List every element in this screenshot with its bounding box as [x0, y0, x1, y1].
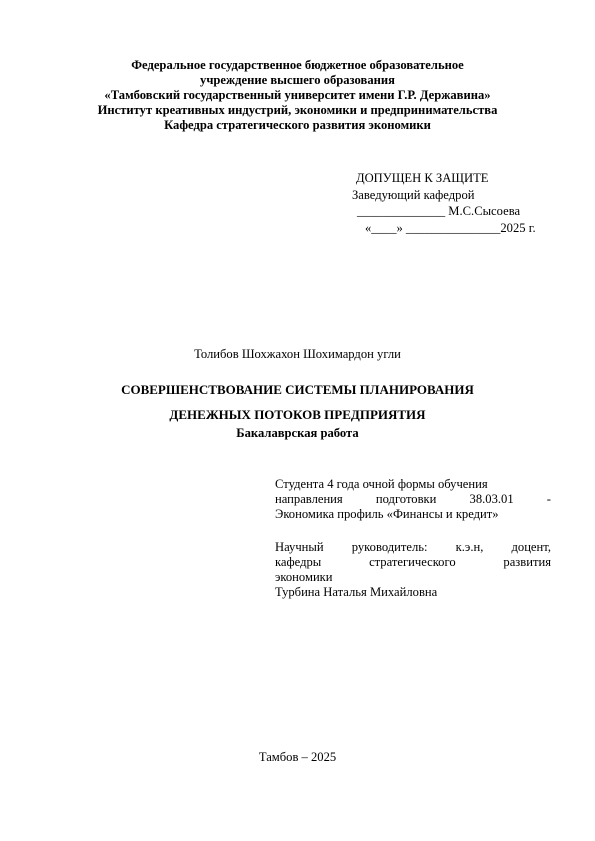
- supervisor-line-3: экономики: [275, 570, 333, 584]
- header-line-1: Федеральное государственное бюджетное образовательное: [131, 58, 464, 72]
- supervisor-word: доцент,: [511, 540, 551, 554]
- thesis-title: [0, 377, 595, 427]
- supervisor-word: руководитель:: [351, 540, 428, 554]
- header-line-4: Институт креативных индустрий, экономики и предпринимательства: [97, 103, 498, 117]
- supervisor-name: Турбина Наталья Михайловна: [275, 585, 438, 599]
- supervisor-line-1: [275, 540, 551, 555]
- supervisor-word: Научный: [275, 540, 324, 554]
- student-line-3: Экономика профиль «Финансы и кредит»: [275, 507, 499, 521]
- student-word: подготовки: [375, 492, 437, 506]
- approval-status: ДОПУЩЕН К ЗАЩИТЕ: [356, 171, 489, 185]
- supervisor-info: [275, 540, 551, 600]
- supervisor-word: кафедры: [275, 555, 322, 569]
- approval-signature-line: ______________ М.С.Сысоева: [357, 204, 521, 218]
- header-line-5: Кафедра стратегического развития экономики: [164, 118, 431, 132]
- work-type: Бакалаврская работа: [236, 426, 359, 440]
- thesis-title-line-2: ДЕНЕЖНЫХ ПОТОКОВ ПРЕДПРИЯТИЯ: [169, 407, 426, 422]
- student-line-2: [275, 492, 551, 507]
- supervisor-word: стратегического: [369, 555, 456, 569]
- author-name: Толибов Шохжахон Шохимардон угли: [194, 347, 401, 361]
- supervisor-word: развития: [503, 555, 551, 569]
- student-info: [275, 477, 551, 522]
- student-word: 38.03.01: [469, 492, 514, 506]
- thesis-title-line-1: СОВЕРШЕНСТВОВАНИЕ СИСТЕМЫ ПЛАНИРОВАНИЯ: [121, 382, 474, 397]
- approval-role: Заведующий кафедрой: [352, 187, 475, 202]
- approval-block: [352, 170, 536, 236]
- institution-header: [0, 58, 595, 133]
- header-line-2: учреждение высшего образования: [200, 73, 395, 87]
- supervisor-line-2: [275, 555, 551, 570]
- student-line-1: Студента 4 года очной формы обучения: [275, 477, 488, 491]
- approval-date-line: «____» _______________2025 г.: [365, 220, 536, 235]
- supervisor-word: к.э.н,: [455, 540, 484, 554]
- student-word: направления: [275, 492, 343, 506]
- student-word: -: [546, 492, 551, 506]
- header-line-3: «Тамбовский государственный университет имени Г.Р. Державина»: [104, 88, 491, 102]
- city-year: Тамбов – 2025: [258, 750, 337, 764]
